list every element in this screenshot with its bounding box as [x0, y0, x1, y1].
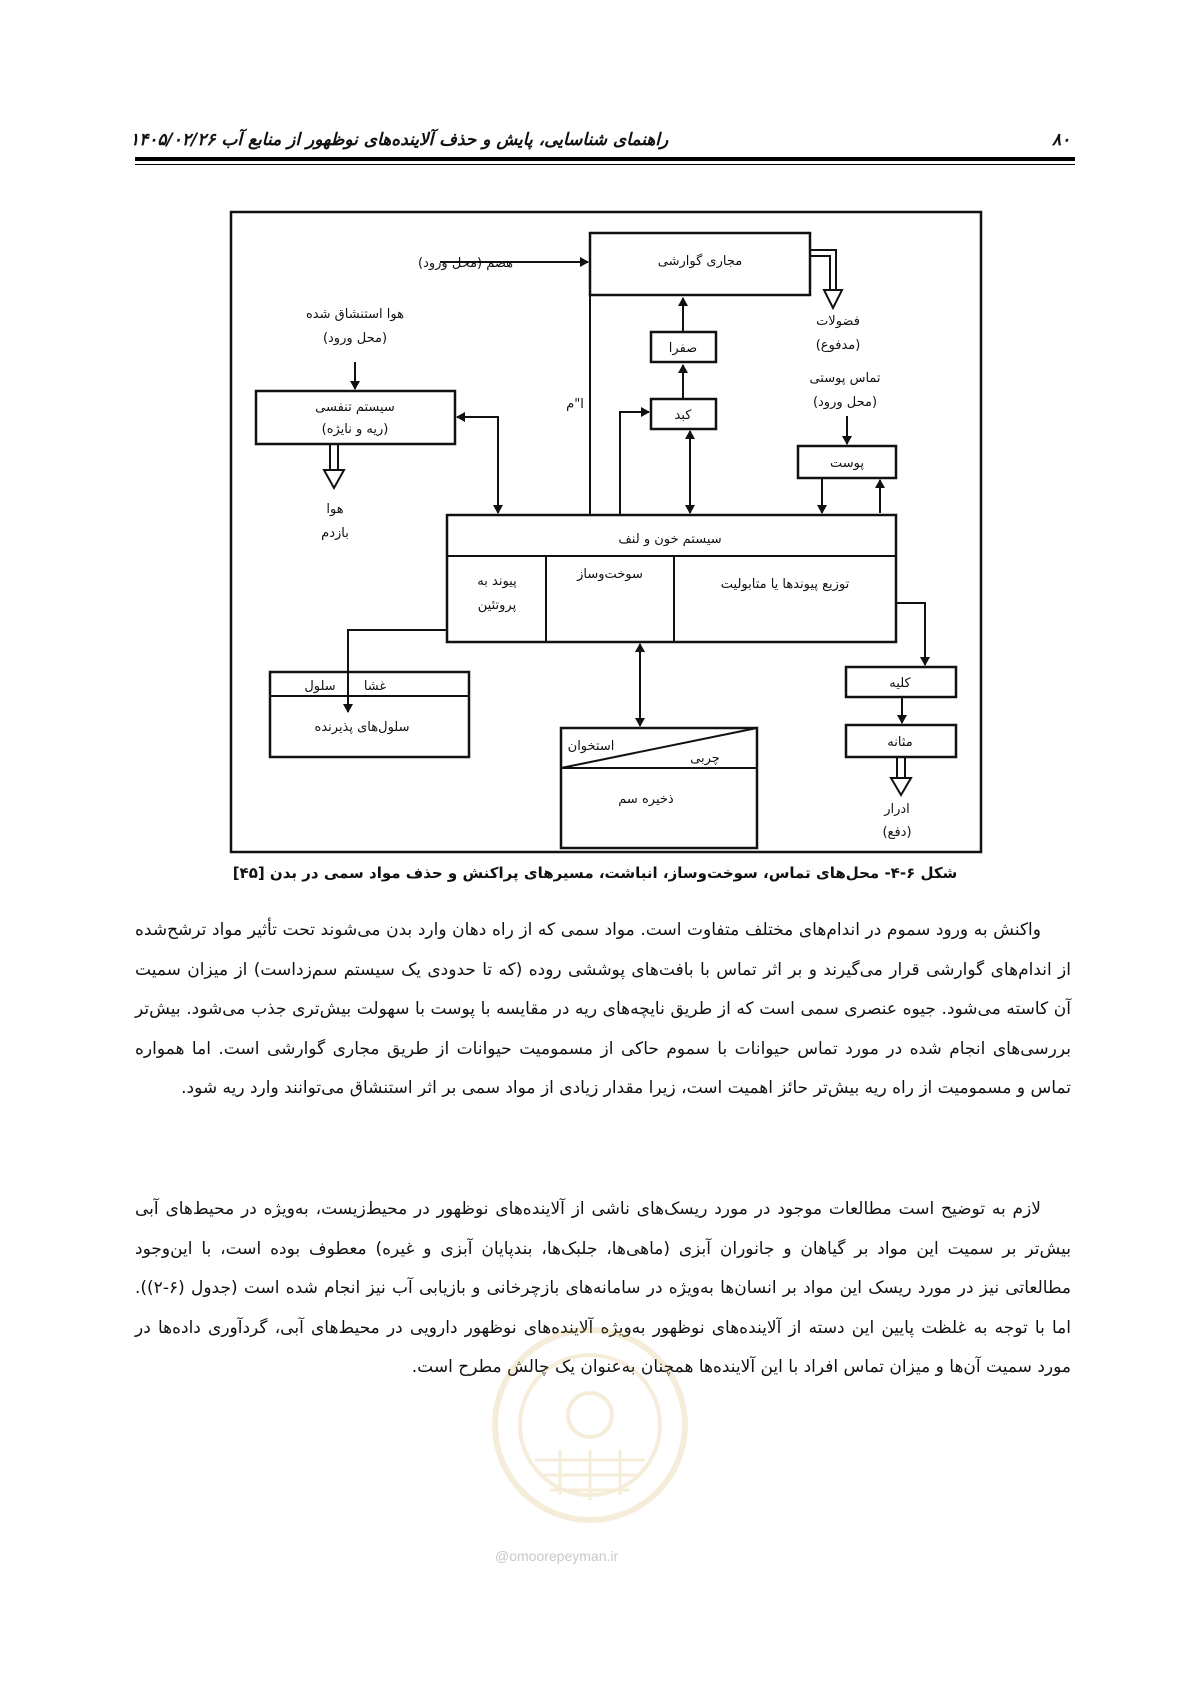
label-ghesha: غشا: [363, 679, 387, 694]
label-zakhire-sam: ذخیره سم: [618, 792, 674, 807]
watermark-site: @omoorepeyman.ir: [495, 1548, 619, 1564]
label-sukht-o-saz: سوخت‌وساز: [577, 567, 643, 582]
label-edrar-sub: (دفع): [882, 825, 912, 840]
label-safra: صفرا: [668, 341, 698, 356]
page-number: ۸۰: [1052, 130, 1071, 150]
paragraph-text: واکنش به ورود سموم در اندام‌های مختلف متفاوت است. مواد سمی که از راه دهان وارد بدن می‌شوند تحت تأثیر مواد ترشح‌شده از اندام‌های گوارشی قرار می‌گیرند و بر اثر تماس با بافت‌های پوششی روده (که تا حدودی یک سیستم سم‌زداست) از میزان سمیت آن کاسته می‌شود. جیوه عنصری سمی است که از طریق نایچه‌های ریه در مقایسه با پوست با سهولت بیش‌تری جذب می‌شود. بیش‌تر بررسی‌های انجام شده در مورد تماس حیوانات با سموم حاکی از مسمومیت حیوانات از طریق مجاری گوارشی است. اما همواره تماس و مسمومیت از راه ریه بیش‌تر حائز اهمیت است، زیرا مقدار زیادی از مواد سمی بر اثر استنشاق می‌توانند وارد ریه شود.: [135, 920, 1071, 1098]
label-charbi: چربی: [690, 751, 720, 766]
label-peyvand: پیوند به: [477, 574, 517, 589]
label-kabed: کبد: [674, 408, 692, 423]
label-khun-lanf: سیستم خون و لنف: [618, 532, 722, 547]
label-selul: سلول: [304, 679, 336, 694]
label-margin-mark: ا"م: [566, 397, 584, 412]
body-paragraph-1: [135, 911, 1071, 1109]
label-selul-pazirande: سلول‌های پذیرنده: [314, 720, 410, 735]
label-hava-bazdam: هوا: [326, 502, 344, 517]
label-tamas-pusti-sub: (محل ورود): [812, 395, 878, 410]
label-fozulat: فضولات: [816, 314, 860, 329]
label-ostokhan: استخوان: [567, 739, 615, 754]
label-masane: مثانه: [887, 735, 913, 750]
watermark-seal-icon: [480, 1320, 700, 1530]
label-system-tanaffosi-sub: (ریه و نایژه): [321, 422, 389, 437]
label-hazm: هضم (محل ورود): [418, 256, 514, 271]
label-hava-esteshaq-sub: (محل ورود): [322, 331, 388, 346]
label-fozulat-sub: (مدفوع): [815, 338, 861, 353]
running-title: راهنمای شناسایی، پایش و حذف آلاینده‌های نوظهور از منابع آب ۱۴۰۵/۰۲/۲۶: [130, 130, 669, 150]
label-system-tanaffosi: سیستم تنفسی: [315, 400, 395, 415]
label-edrar: ادرار: [884, 802, 910, 817]
label-hava-esteshaq: هوا استنشاق شده: [306, 307, 404, 322]
label-majari-govareshi: مجاری گوارشی: [657, 254, 743, 269]
label-pust: پوست: [830, 456, 864, 471]
label-tamas-pusti: تماس پوستی: [809, 371, 881, 386]
label-hava-bazdam-sub: بازدم: [321, 526, 349, 541]
label-peyvand-sub: پروتئین: [477, 598, 517, 613]
label-tozi: توزیع پیوندها یا متابولیت: [720, 577, 850, 592]
paragraph-text: لازم به توضیح است مطالعات موجود در مورد ریسک‌های ناشی از آلاینده‌های نوظهور در محیط‌زیست، به‌ویژه در محیط‌های آبی بیش‌تر بر سمیت این مواد بر گیاهان و جانوران آبزی (ماهی‌ها، جلبک‌ها، بندپایان آبزی و غیره) معطوف بوده است، با این‌وجود مطالعاتی نیز در مورد ریسک این مواد بر انسان‌ها به‌ویژه در سامانه‌های بازچرخانی و بازیابی آب نیز انجام شده است (جدول (۶-۲)). اما با توجه به غلظت پایین این دسته از آلاینده‌های نوظهور به‌ویژه آلاینده‌های نوظهور دارویی در محیط‌های آبی، گردآوری داده‌ها در مورد سمیت آن‌ها و میزان تماس افراد با این آلاینده‌ها همچنان به‌عنوان یک چالش مطرح است.: [135, 1199, 1071, 1377]
label-kolie: کلیه: [889, 676, 911, 691]
figure-caption: شکل ۶-۴- محل‌های تماس، سوخت‌وساز، انباشت، مسیرهای پراکنش و حذف مواد سمی در بدن [۴۵]: [232, 864, 958, 882]
